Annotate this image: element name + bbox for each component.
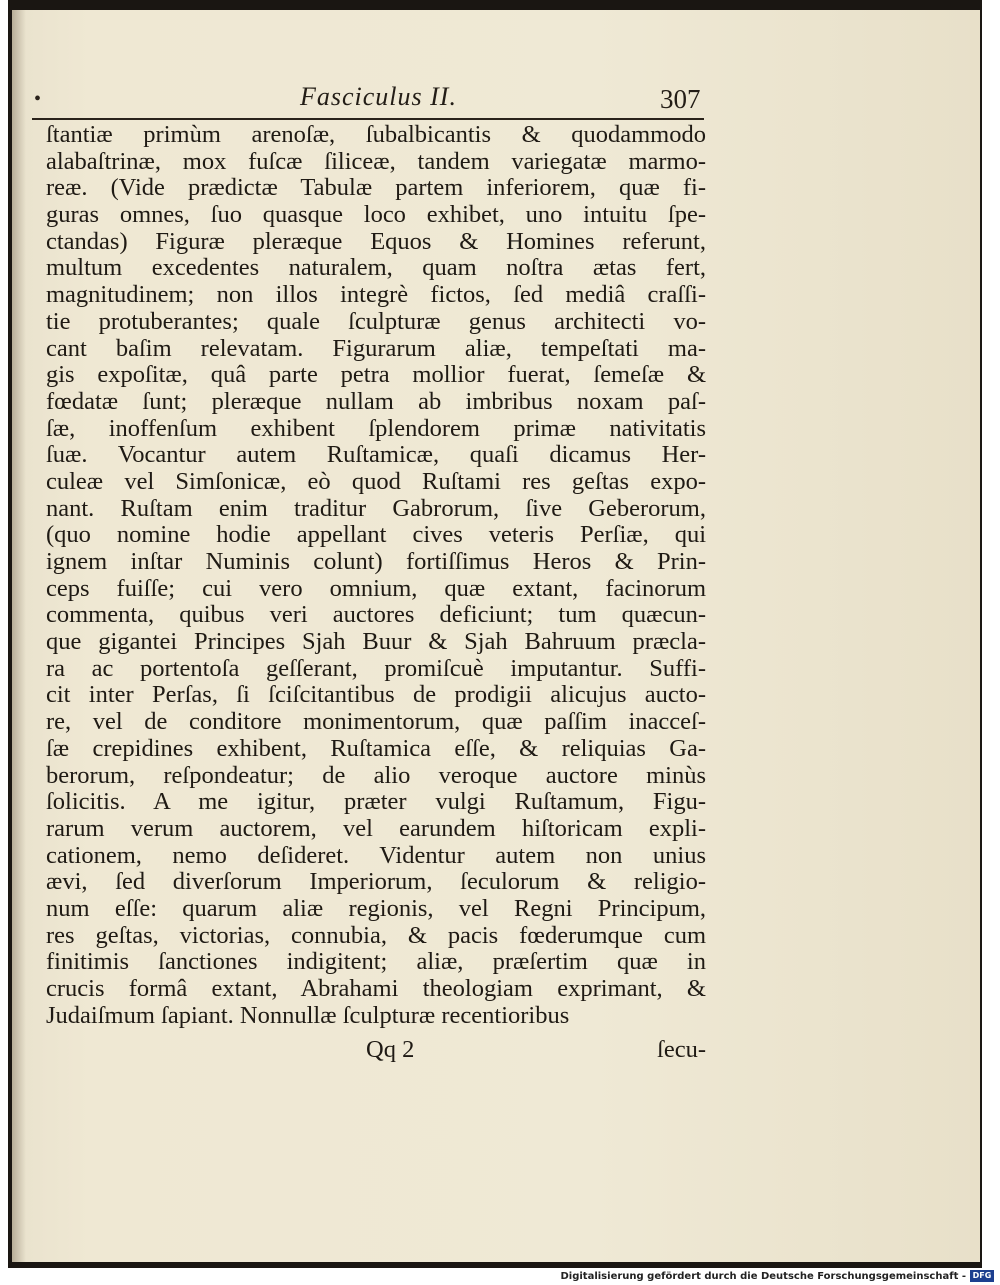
text-line: ra ac portentoſa geſſerant, promiſcuè imputantur. Suffi- (46, 655, 706, 682)
head-rule (32, 118, 704, 120)
spine-shadow (12, 10, 26, 1262)
text-line: commenta, quibus veri auctores deficiunt; tum quæcun- (46, 602, 706, 629)
text-line: ignem inſtar Numinis colunt) fortiſſimus Heros & Prin- (46, 549, 706, 575)
text-line: res geſtas, victorias, connubia, & pacis fœderumque cum (46, 922, 706, 949)
book-page (12, 10, 980, 1262)
digitization-footer (0, 1268, 1000, 1285)
text-line: crucis formâ extant, Abrahami theologiam exprimant, & (46, 976, 706, 1002)
text-line: tie protuberantes; quale ſculpturæ genus architecti vo- (46, 308, 706, 335)
text-line: cant baſim relevatam. Figurarum aliæ, tempeſtati ma- (46, 335, 706, 362)
text-line: cationem, nemo deſideret. Videntur autem non unius (46, 842, 706, 869)
text-line: (quo nomine hodie appellant cives veteris Perſiæ, qui (46, 522, 706, 549)
text-line: rarum verum auctorem, vel earundem hiſtoricam expli- (46, 815, 706, 842)
body-text (46, 122, 706, 1029)
running-title: Fasciculus II. (300, 82, 457, 111)
text-line: fœdatæ ſunt; pleræque nullam ab imbribus noxam paſ- (46, 388, 706, 415)
text-line: ctandas) Figuræ pleræque Equos & Homines referunt, (46, 228, 706, 255)
text-line: ſtantiæ primùm arenoſæ, ſubalbicantis & quodammodo (46, 122, 706, 148)
text-line: ſæ, inoffenſum exhibent ſplendorem primæ nativitatis (46, 415, 706, 442)
running-head (12, 78, 980, 118)
text-line: re, vel de conditore monimentorum, quæ paſſim inacceſ- (46, 709, 706, 736)
text-line: guras omnes, ſuo quasque loco exhibet, uno intuitu ſpe- (46, 202, 706, 229)
text-line: alabaſtrinæ, mox fuſcæ ſiliceæ, tandem variegatæ marmo- (46, 148, 706, 175)
text-line: cit inter Perſas, ſi ſciſcitantibus de prodigii alicujus aucto- (46, 682, 706, 709)
funding-note: Digitalisierung gefördert durch die Deutsche Forschungsgemeinschaft - (560, 1271, 966, 1282)
text-line: nant. Ruſtam enim traditur Gabrorum, ſive Geberorum, (46, 495, 706, 522)
dfg-logo: DFG (970, 1270, 994, 1282)
text-line: culeæ vel Simſonicæ, eò quod Ruſtami res geſtas expo- (46, 468, 706, 495)
text-line: ævi, ſed diverſorum Imperiorum, ſeculorum & religio- (46, 869, 706, 896)
page-number: 307 (660, 84, 701, 114)
page-foot (46, 1036, 706, 1066)
text-line: ceps fuiſſe; cui vero omnium, quæ extant, facinorum (46, 575, 706, 602)
text-line: ſæ crepidines exhibent, Ruſtamica eſſe, & reliquias Ga- (46, 735, 706, 762)
text-line: multum excedentes naturalem, quam noſtra ætas fert, (46, 255, 706, 282)
text-line: ſuæ. Vocantur autem Ruſtamicæ, quaſi dicamus Her- (46, 442, 706, 469)
text-line: ſolicitis. A me igitur, præter vulgi Ruſtamum, Figu- (46, 789, 706, 816)
text-line: gis expoſitæ, quâ parte petra mollior fuerat, ſemeſæ & (46, 362, 706, 389)
text-line: que gigantei Principes Sjah Buur & Sjah Bahruum præcla- (46, 629, 706, 656)
text-line: berorum, reſpondeatur; de alio veroque auctore minùs (46, 762, 706, 789)
text-line: reæ. (Vide prædictæ Tabulæ partem inferiorem, quæ fi- (46, 175, 706, 202)
catchword: ſecu- (657, 1036, 706, 1063)
printer-mark: • (34, 88, 42, 110)
text-line: num eſſe: quarum aliæ regionis, vel Regni Principum, (46, 895, 706, 922)
signature-mark: Qq 2 (366, 1036, 415, 1063)
text-line: finitimis ſanctiones indigitent; aliæ, præſertim quæ in (46, 949, 706, 976)
text-line: magnitudinem; non illos integrè fictos, ſed mediâ craſſi- (46, 282, 706, 309)
text-line: Judaiſmum ſapiant. Nonnullæ ſculpturæ recentioribus (46, 1002, 570, 1029)
